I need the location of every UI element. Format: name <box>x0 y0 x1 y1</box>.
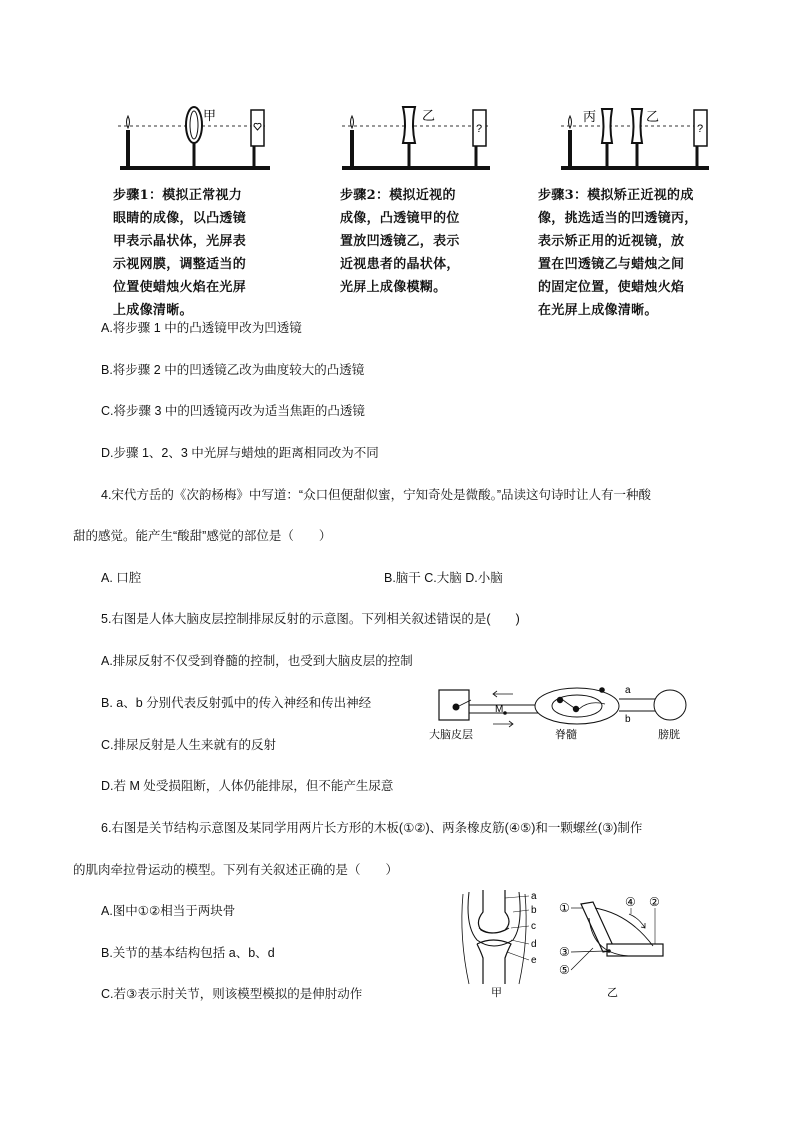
q6-stem-line1: 6.右图是关节结构示意图及某同学用两片长方形的木板(①②)、两条橡皮筋(④⑤)和一颗螺丝(③)制作 <box>101 821 643 835</box>
lens-label-bing: 丙 <box>583 109 597 124</box>
mark-4: ④ <box>625 895 636 909</box>
lens-label-yi: 乙 <box>422 108 436 123</box>
mark-5: ⑤ <box>559 963 570 977</box>
q6-option-a: A.图中①②相当于两块骨 <box>101 904 236 918</box>
q5-option-a: A.排尿反射不仅受到脊髓的控制，也受到大脑皮层的控制 <box>101 654 413 668</box>
flame-icon <box>127 116 130 128</box>
caption-yi: 乙 <box>607 987 618 999</box>
q4-stem-line1: 4.宋代方岳的《次韵杨梅》中写道：“众口但便甜似蜜，宁知奇处是微酸。”品读这句诗时让人有一种酸 <box>101 488 652 502</box>
q5-option-c: C.排尿反射是人生来就有的反射 <box>101 738 277 752</box>
joint-capsule <box>468 892 520 946</box>
upper-bone <box>478 890 509 933</box>
label-brain-cortex: 大脑皮层 <box>429 729 473 741</box>
mark-1: ① <box>559 901 570 915</box>
lens-yi <box>403 107 415 143</box>
arrow-right-icon <box>493 721 513 727</box>
lens-label-yi: 乙 <box>646 109 660 124</box>
label-d: d <box>531 939 537 950</box>
lower-bone <box>477 940 511 984</box>
screen-mark: ? <box>697 123 704 135</box>
step3-figure <box>555 100 725 175</box>
candle <box>350 130 354 168</box>
step2-figure <box>338 100 508 175</box>
candle <box>568 130 572 168</box>
label-a: a <box>625 685 631 696</box>
q3-option-a: A.将步骤 1 中的凸透镜甲改为凹透镜 <box>101 321 302 335</box>
lens-label-jia: 甲 <box>203 108 217 123</box>
joint-figure-jia <box>455 888 550 1000</box>
label-b: b <box>531 905 537 916</box>
q5-stem: 5.右图是人体大脑皮层控制排尿反射的示意图。下列相关叙述错误的是( ) <box>101 612 520 626</box>
q4-stem-line2: 甜的感觉。能产生“酸甜”感觉的部位是（ ） <box>73 529 332 543</box>
q6-stem-line2: 的肌肉牵拉骨运动的模型。下列有关叙述正确的是（ ） <box>73 863 399 877</box>
articular-cartilage <box>479 928 509 933</box>
mark-3: ③ <box>559 945 570 959</box>
rotation-arrow <box>629 914 645 928</box>
step1-text: 步骤1：模拟正常视力 眼睛的成像，以凸透镜 甲表示晶状体，光屏表 示视网膜，调整适当的 位置使蜡烛火焰在光屏 上成像清晰。 <box>113 188 247 318</box>
candle <box>126 130 130 168</box>
step2-text: 步骤2：模拟近视的 成像，凸透镜甲的位 置放凹透镜乙，表示 近视患者的晶状体， 光屏上成像模糊。 <box>340 188 460 295</box>
reflex-diagram <box>425 678 690 748</box>
q4-option-bcd: B.脑干 C.大脑 D.小脑 <box>384 571 503 585</box>
lens-yi <box>632 109 642 143</box>
q3-option-c: C.将步骤 3 中的凹透镜丙改为适当焦距的凸透镜 <box>101 404 365 418</box>
lens-jia <box>186 107 202 143</box>
label-m: M <box>495 704 504 715</box>
flame-icon <box>569 116 572 128</box>
point-m <box>503 711 507 715</box>
mark-2: ② <box>649 895 660 909</box>
q6-option-b: B.关节的基本结构包括 a、b、d <box>101 946 275 960</box>
q3-option-d: D.步骤 1、2、3 中光屏与蜡烛的距离相同改为不同 <box>101 446 379 460</box>
muscle-model-yi <box>555 888 670 1000</box>
screen <box>251 110 264 146</box>
label-c: c <box>531 921 536 932</box>
step3-text: 步骤3：模拟矫正近视的成 像，挑选适当的凹透镜丙， 表示矫正用的近视镜，放 置在凹透镜乙与蜡烛之间 的固定位置，使蜡烛火焰 在光屏上成像清晰。 <box>538 188 698 318</box>
label-e: e <box>531 955 537 966</box>
q4-option-a: A. 口腔 <box>101 571 142 585</box>
label-bladder: 膀胱 <box>658 729 680 741</box>
lens-bing <box>602 109 612 143</box>
arrow-left-icon <box>493 691 513 697</box>
screw-3 <box>607 949 611 953</box>
q5-option-d: D.若 M 处受损阻断，人体仍能排尿，但不能产生尿意 <box>101 779 394 793</box>
label-a: a <box>531 891 537 902</box>
label-spinal-cord: 脊髓 <box>555 729 577 741</box>
bladder <box>654 690 686 720</box>
q6-option-c: C.若③表示肘关节，则该模型模拟的是伸肘动作 <box>101 987 363 1001</box>
q3-option-b: B.将步骤 2 中的凹透镜乙改为曲度较大的凸透镜 <box>101 363 365 377</box>
board-2 <box>607 944 663 956</box>
screen-mark: ? <box>476 123 483 135</box>
caption-jia: 甲 <box>491 987 502 999</box>
step1-figure <box>110 100 280 175</box>
label-b: b <box>625 714 631 725</box>
flame-icon <box>351 116 354 128</box>
q5-option-b: B. a、b 分别代表反射弧中的传入神经和传出神经 <box>101 696 372 710</box>
